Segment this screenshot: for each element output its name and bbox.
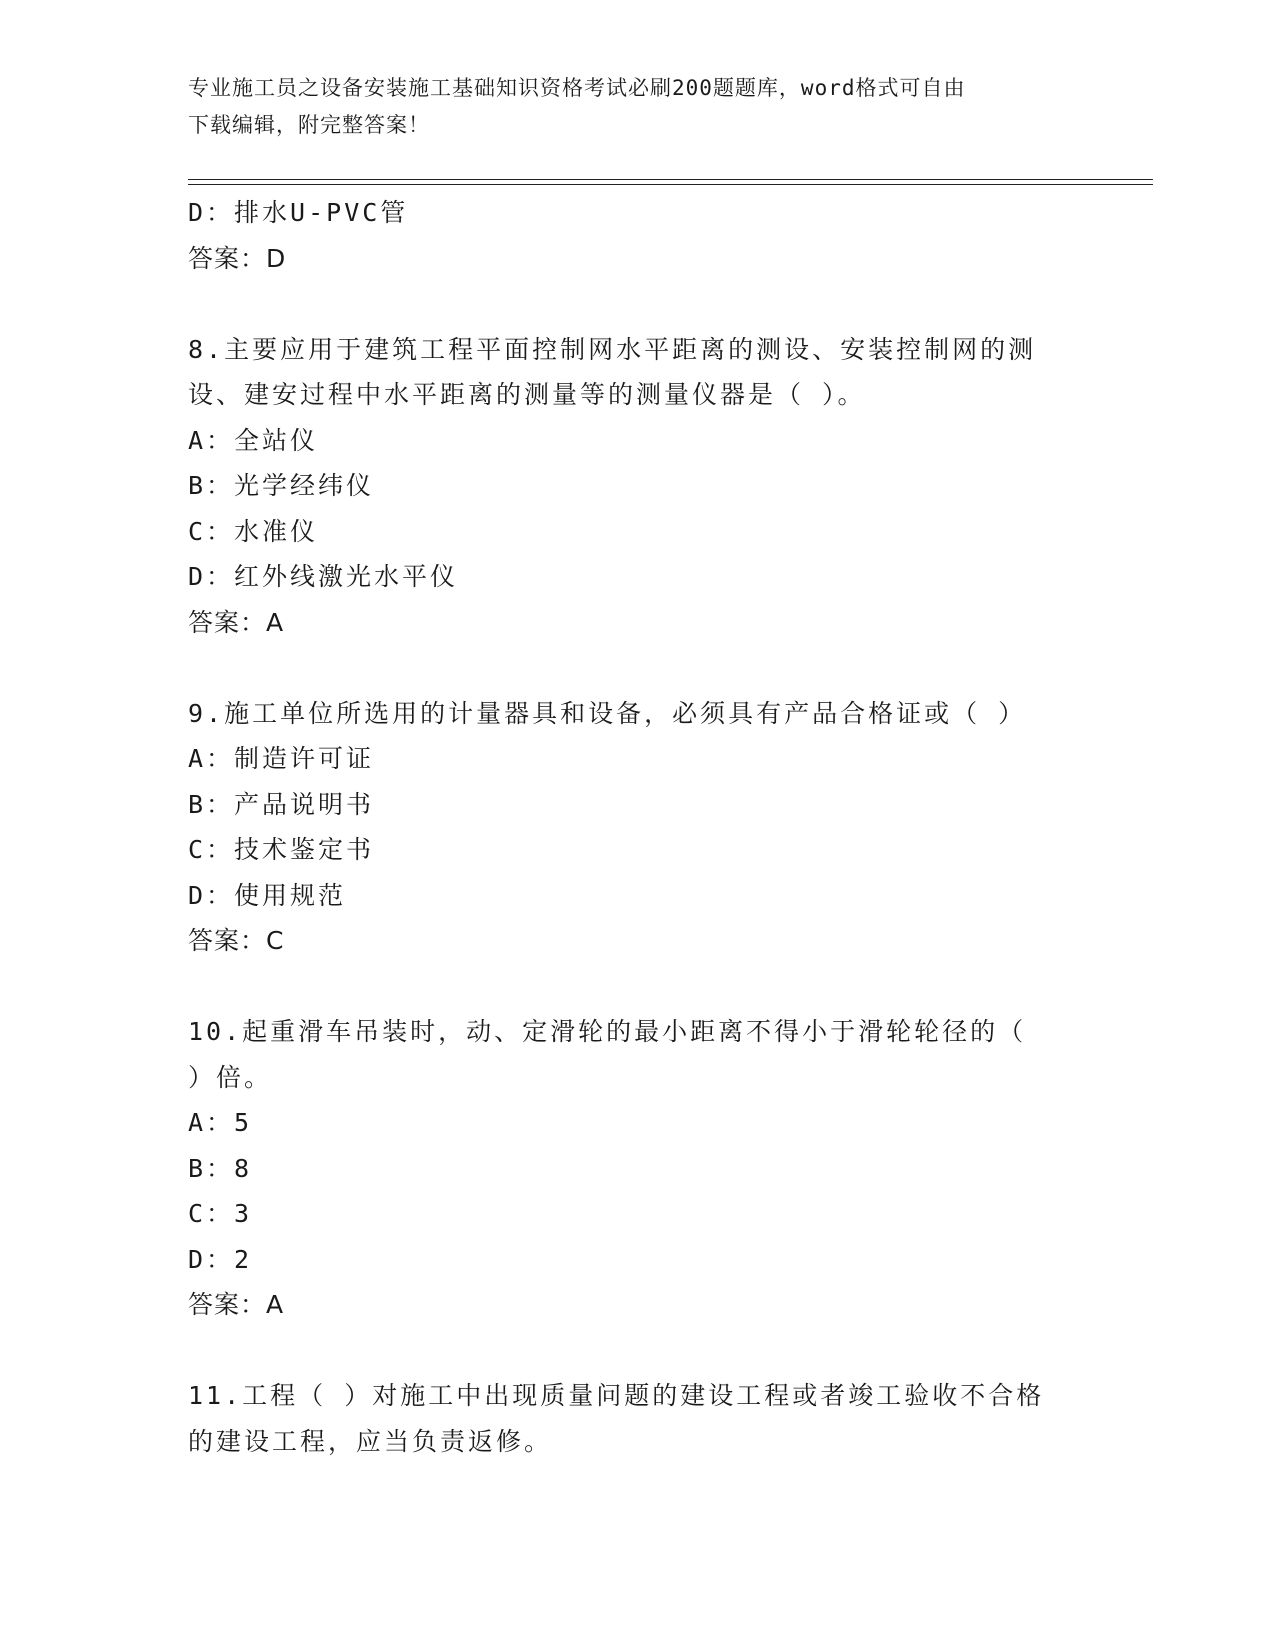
spacer bbox=[188, 645, 1068, 691]
answer: 答案：A bbox=[188, 607, 285, 637]
option-a: A：制造许可证 bbox=[188, 744, 375, 773]
answer: 答案：C bbox=[188, 926, 285, 955]
spacer bbox=[188, 964, 1068, 1010]
question-content bbox=[188, 190, 1068, 1464]
option-c: C：水准仪 bbox=[188, 516, 319, 546]
prev-option-d: D：排水U-PVC管 bbox=[188, 198, 409, 227]
option-d: D：红外线激光水平仪 bbox=[188, 562, 459, 591]
option-b: B：8 bbox=[188, 1153, 253, 1183]
question-8 bbox=[188, 327, 1068, 646]
question-10 bbox=[188, 1009, 1068, 1328]
option-b: B：产品说明书 bbox=[188, 789, 375, 819]
option-a: A：5 bbox=[188, 1108, 253, 1137]
spacer bbox=[188, 1328, 1068, 1374]
question-text-line: 11.工程（ ）对施工中出现质量问题的建设工程或者竣工验收不合格 bbox=[188, 1381, 1045, 1410]
header-divider-bottom bbox=[188, 184, 1153, 185]
question-text-line: 的建设工程，应当负责返修。 bbox=[188, 1426, 553, 1456]
question-text-line: 8.主要应用于建筑工程平面控制网水平距离的测设、安装控制网的测 bbox=[188, 334, 1037, 364]
option-d: D：使用规范 bbox=[188, 880, 347, 910]
answer: 答案：A bbox=[188, 1290, 285, 1319]
question-11 bbox=[188, 1373, 1068, 1464]
option-c: C：技术鉴定书 bbox=[188, 835, 375, 864]
question-9 bbox=[188, 691, 1068, 964]
option-d: D：2 bbox=[188, 1244, 253, 1274]
option-a: A：全站仪 bbox=[188, 425, 319, 455]
question-text-line: 设、建安过程中水平距离的测量等的测量仪器是（ ）。 bbox=[188, 380, 866, 409]
question-text-line: 9.施工单位所选用的计量器具和设备，必须具有产品合格证或（ ） bbox=[188, 698, 1027, 728]
header-title-line-1: 专业施工员之设备安装施工基础知识资格考试必刷200题题库，word格式可自由 bbox=[188, 76, 966, 100]
option-b: B：光学经纬仪 bbox=[188, 471, 375, 500]
spacer bbox=[188, 281, 1068, 327]
header-title-line-2: 下载编辑，附完整答案！ bbox=[188, 113, 430, 137]
document-header bbox=[188, 70, 1088, 144]
question-text-line: ）倍。 bbox=[188, 1062, 273, 1092]
question-text-line: 10.起重滑车吊装时，动、定滑轮的最小距离不得小于滑轮轮径的（ bbox=[188, 1017, 1027, 1046]
prev-answer: 答案：D bbox=[188, 243, 287, 273]
header-divider-top bbox=[188, 179, 1153, 180]
option-c: C：3 bbox=[188, 1199, 253, 1228]
